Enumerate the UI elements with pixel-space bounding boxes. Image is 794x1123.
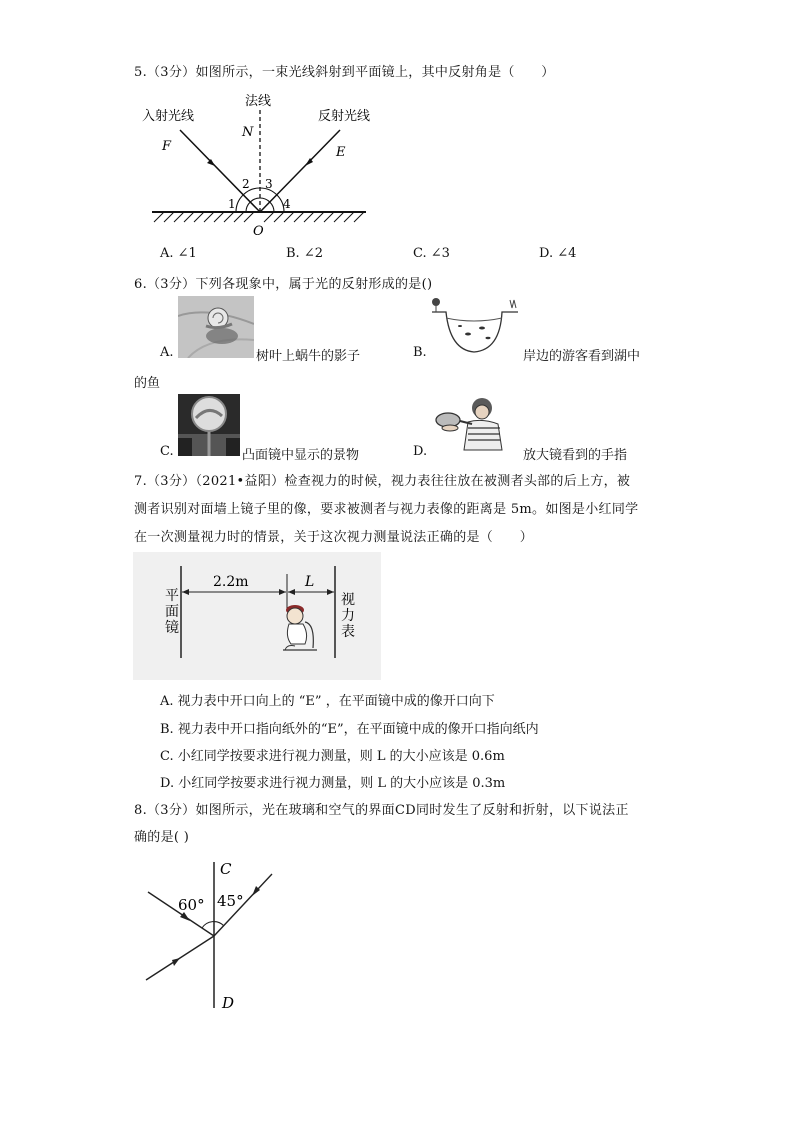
q8-C-label: C <box>220 860 232 878</box>
q5-F: F <box>162 139 172 154</box>
q7-option-c: C. 小红同学按要求进行视力测量，则 L 的大小应该是 0.6m <box>160 749 505 764</box>
q7-option-b: B. 视力表中开口指向纸外的“E”，在平面镜中成的像开口指向纸内 <box>160 722 539 737</box>
q6-option-d-letter: D. <box>413 444 428 459</box>
q7-distance-label: 2.2m <box>213 574 249 590</box>
q6-magnifier-image <box>428 394 508 456</box>
q7-mirror-char-3: 镜 <box>165 620 179 636</box>
q7-L-label: L <box>305 574 315 590</box>
q7-stem-line-2: 测者识别对面墙上镜子里的像，要求被测者与视力表像的距离是 5m。如图是小红同学 <box>134 502 639 517</box>
q5-reflected-ray <box>260 130 340 212</box>
q5-reflected-label: 反射光线 <box>318 109 371 124</box>
q6-option-b-text-1: 岸边的游客看到湖中 <box>523 349 641 364</box>
q7-stem-line-3: 在一次测量视力时的情景，关于这次视力测量说法正确的是（ ） <box>134 530 534 545</box>
q8-D-label: D <box>222 994 235 1012</box>
q5-option-b: B. ∠2 <box>286 246 323 261</box>
q5-N: N <box>242 125 254 140</box>
q5-incident-arrow <box>207 159 215 166</box>
q6-option-b-letter: B. <box>413 345 427 360</box>
q6-option-c-text: 凸面镜中显示的景物 <box>242 448 360 463</box>
q8-angle-45: 45° <box>217 892 244 910</box>
q5-option-c: C. ∠3 <box>413 246 450 261</box>
q7-chart-char-2: 力 <box>341 608 355 624</box>
q8-stem-line-2: 确的是( ) <box>134 830 190 845</box>
q8-refraction-diagram <box>140 856 290 1016</box>
q8-angle-60: 60° <box>178 896 205 914</box>
q5-mirror-hatching <box>154 212 364 222</box>
q6-snail-image <box>178 296 254 358</box>
q5-angle-3: 3 <box>265 177 273 191</box>
q6-option-b-text-2: 的鱼 <box>134 376 161 391</box>
q5-angle-2: 2 <box>242 177 250 191</box>
q6-option-a-letter: A. <box>160 345 174 360</box>
q5-stem: 5.（3分）如图所示，一束光线斜射到平面镜上，其中反射角是（ ） <box>134 65 555 80</box>
q5-option-d: D. ∠4 <box>539 246 577 261</box>
q7-mirror-char-1: 平 <box>165 588 179 604</box>
q6-stem: 6.（3分）下列各现象中，属于光的反射形成的是() <box>134 277 433 292</box>
q5-incident-ray <box>180 130 260 212</box>
q7-eye-test-diagram <box>133 552 381 680</box>
q8-stem-line-1: 8.（3分）如图所示，光在玻璃和空气的界面CD同时发生了反射和折射，以下说法正 <box>134 803 629 818</box>
q5-option-a: A. ∠1 <box>160 246 197 261</box>
q5-angle-4: 4 <box>283 197 291 211</box>
q5-incident-label: 入射光线 <box>142 109 195 124</box>
q7-option-d: D. 小红同学按要求进行视力测量，则 L 的大小应该是 0.3m <box>160 776 506 791</box>
q6-option-d-text: 放大镜看到的手指 <box>523 448 628 463</box>
q5-normal-label: 法线 <box>245 94 272 109</box>
q6-lake-image <box>428 294 520 360</box>
q5-E: E <box>336 145 346 160</box>
q7-stem-line-1: 7.（3分）（2021•益阳）检查视力的时候，视力表往往放在被测者头部的后上方，被 <box>134 474 631 489</box>
q7-mirror-char-2: 面 <box>165 604 179 620</box>
q8-angle-arc <box>202 922 224 928</box>
q5-angle-1: 1 <box>228 197 236 211</box>
q5-reflection-diagram <box>140 90 380 240</box>
q7-option-a: A. 视力表中开口向上的 “E” ，在平面镜中成的像开口向下 <box>160 694 495 709</box>
q6-option-a-text: 树叶上蜗牛的影子 <box>256 349 361 364</box>
q5-O: O <box>253 224 264 239</box>
q7-chart-char-3: 表 <box>341 624 355 640</box>
q6-convex-mirror-image <box>178 394 240 456</box>
q7-chart-char-1: 视 <box>341 592 355 608</box>
q6-option-c-letter: C. <box>160 444 174 459</box>
